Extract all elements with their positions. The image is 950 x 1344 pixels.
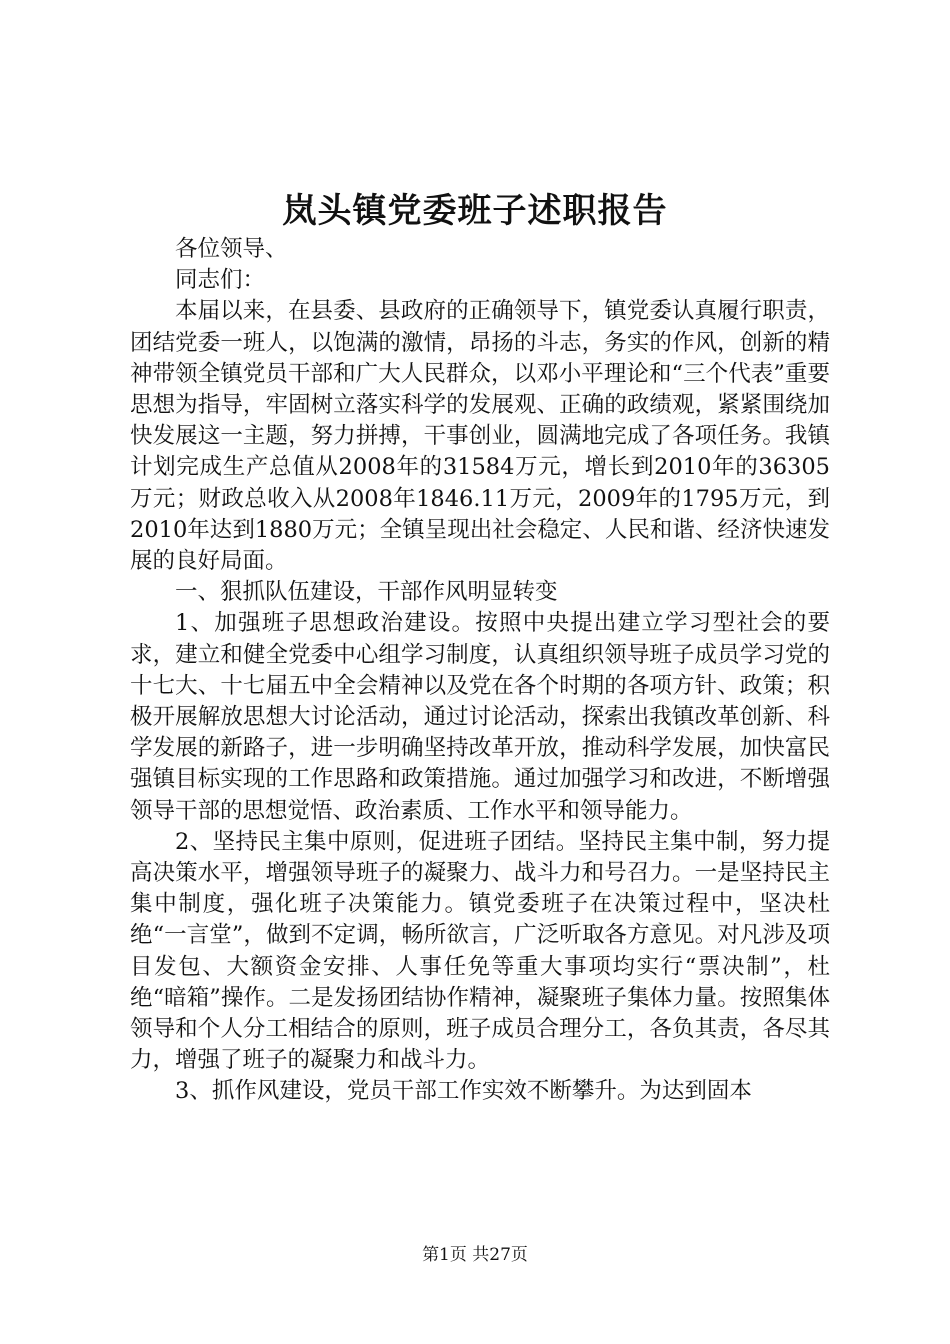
salutation-line: 同志们： (175, 267, 266, 294)
document-title: 岚头镇党委班子述职报告 (282, 191, 668, 231)
paragraph: 3、抓作风建设，党员干部工作实效不断攀升。为达到固本 (175, 1078, 752, 1105)
paragraph: 本届以来，在县委、县政府的正确领导下，镇党委认真履行职责，团结党委一班人，以饱满的激情，昂扬的斗志，务实的作风，创新的精神带领全镇党员干部和广大人民群众，以邓小平理论和“三个代表”重要思想为指导，牢固树立落实科学的发展观、正确的政绩观，紧紧围绕加快发展这一主题，努力拼搏，干事创业，圆满地完成了各项任务。我镇计划完成生产总值从2008年的31584万元，增长到2010年的36305万元；财政总收入从2008年1846.11万元，2009年的1795万元，到2010年达到1880万元；全镇呈现出社会稳定、人民和谐、经济快速发展的良好局面。 (130, 298, 830, 575)
paragraph: 1、加强班子思想政治建设。按照中央提出建立学习型社会的要求，建立和健全党委中心组学习制度，认真组织领导班子成员学习党的十七大、十七届五中全会精神以及党在各个时期的各项方针、政策；积极开展解放思想大讨论活动，通过讨论活动，探索出我镇改革创新、科学发展的新路子，进一步明确坚持改革开放，推动科学发展，加快富民强镇目标实现的工作思路和政策措施。通过加强学习和改进，不断增强领导干部的思想觉悟、政治素质、工作水平和领导能力。 (130, 610, 830, 824)
document-body (130, 234, 830, 1108)
salutation-line: 各位领导、 (175, 236, 288, 262)
page-footer: 第1页 共27页 (422, 1245, 528, 1265)
section-heading: 一、狠抓队伍建设，干部作风明显转变 (175, 579, 558, 606)
paragraph: 2、坚持民主集中原则，促进班子团结。坚持民主集中制，努力提高决策水平，增强领导班子的凝聚力、战斗力和号召力。一是坚持民主集中制度，强化班子决策能力。镇党委班子在决策过程中，坚决杜绝“一言堂”，做到不定调，畅所欲言，广泛听取各方意见。对凡涉及项目发包、大额资金安排、人事任免等重大事项均实行“票决制”，杜绝“暗箱”操作。二是发扬团结协作精神，凝聚班子集体力量。按照集体领导和个人分工相结合的原则，班子成员合理分工，各负其责，各尽其力，增强了班子的凝聚力和战斗力。 (130, 828, 830, 1074)
